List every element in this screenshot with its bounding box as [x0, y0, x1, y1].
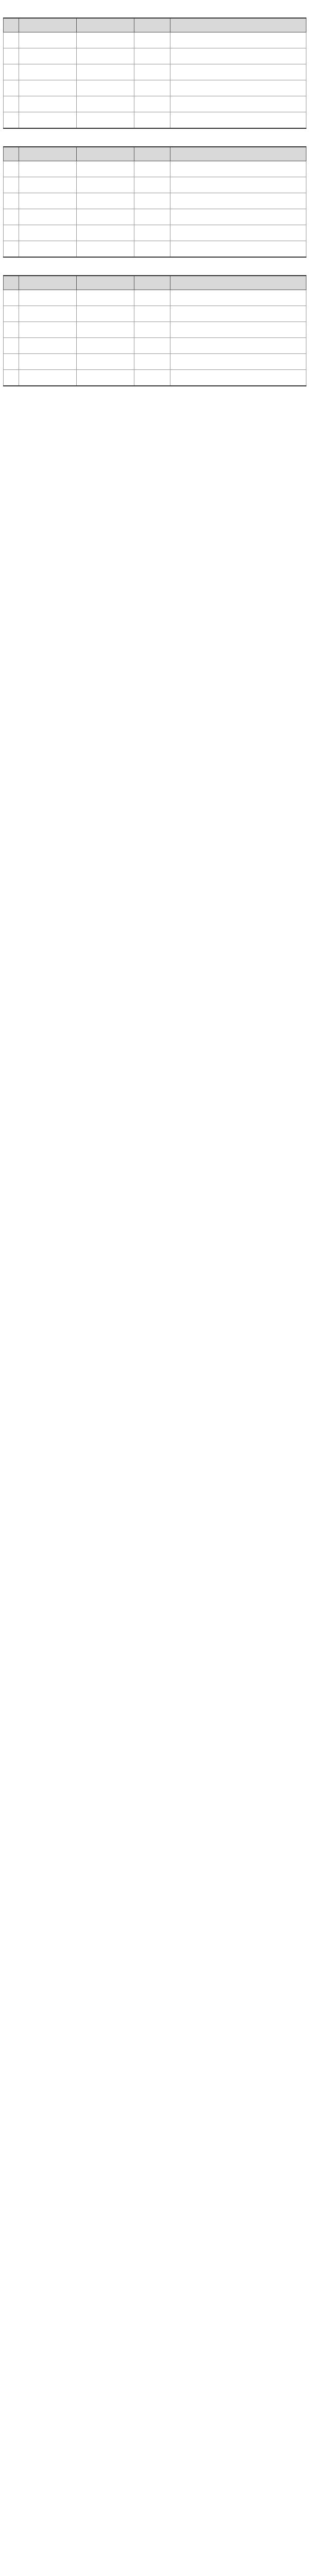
column-header-rank — [77, 147, 134, 161]
cell-desc — [170, 48, 306, 64]
cell-no — [4, 354, 19, 370]
cell-no — [4, 80, 19, 96]
table-row — [4, 306, 306, 322]
roster-table — [3, 18, 306, 129]
cell-no — [4, 209, 19, 225]
cell-name — [134, 96, 170, 112]
column-header-desc — [170, 18, 306, 32]
cell-name — [134, 306, 170, 322]
cell-desc — [170, 177, 306, 193]
cell-desc — [170, 290, 306, 306]
cell-no — [4, 193, 19, 209]
cell-name — [134, 112, 170, 129]
cell-rank — [77, 225, 134, 241]
table-row — [4, 322, 306, 338]
table-row — [4, 48, 306, 64]
cell-no — [4, 322, 19, 338]
cell-desc — [170, 32, 306, 48]
table-row — [4, 96, 306, 112]
column-header-desc — [170, 276, 306, 290]
cell-rank — [77, 241, 134, 258]
table-row — [4, 354, 306, 370]
cell-org — [19, 96, 77, 112]
cell-no — [4, 225, 19, 241]
document — [3, 0, 306, 393]
column-header-no — [4, 147, 19, 161]
cell-name — [134, 209, 170, 225]
cell-no — [4, 290, 19, 306]
cell-name — [134, 338, 170, 354]
cell-no — [4, 306, 19, 322]
column-header-org — [19, 18, 77, 32]
cell-desc — [170, 161, 306, 177]
cell-desc — [170, 225, 306, 241]
cell-name — [134, 161, 170, 177]
column-header-org — [19, 276, 77, 290]
cell-org — [19, 112, 77, 129]
cell-desc — [170, 322, 306, 338]
table-row — [4, 338, 306, 354]
column-header-rank — [77, 276, 134, 290]
cell-no — [4, 161, 19, 177]
cell-rank — [77, 177, 134, 193]
cell-org — [19, 32, 77, 48]
cell-name — [134, 370, 170, 386]
cell-rank — [77, 112, 134, 129]
cell-desc — [170, 306, 306, 322]
cell-org — [19, 322, 77, 338]
table-row — [4, 32, 306, 48]
cell-no — [4, 338, 19, 354]
cell-rank — [77, 370, 134, 386]
table-row — [4, 209, 306, 225]
cell-rank — [77, 161, 134, 177]
cell-no — [4, 32, 19, 48]
cell-org — [19, 225, 77, 241]
cell-desc — [170, 193, 306, 209]
table-row — [4, 290, 306, 306]
column-header-rank — [77, 18, 134, 32]
cell-name — [134, 80, 170, 96]
table-row — [4, 370, 306, 386]
cell-desc — [170, 96, 306, 112]
cell-name — [134, 193, 170, 209]
table-row — [4, 177, 306, 193]
table-row — [4, 241, 306, 258]
cell-no — [4, 112, 19, 129]
cell-name — [134, 177, 170, 193]
cell-no — [4, 241, 19, 258]
section-heading — [3, 261, 306, 275]
cell-org — [19, 161, 77, 177]
cell-rank — [77, 48, 134, 64]
cell-desc — [170, 112, 306, 129]
column-header-name — [134, 147, 170, 161]
cell-no — [4, 48, 19, 64]
cell-no — [4, 96, 19, 112]
cell-no — [4, 64, 19, 80]
section-heading — [3, 132, 306, 146]
cell-rank — [77, 209, 134, 225]
cell-org — [19, 338, 77, 354]
cell-org — [19, 306, 77, 322]
cell-rank — [77, 32, 134, 48]
table-row — [4, 161, 306, 177]
cell-rank — [77, 290, 134, 306]
cell-desc — [170, 370, 306, 386]
column-header-no — [4, 18, 19, 32]
table-header-row — [4, 276, 306, 290]
table-row — [4, 80, 306, 96]
column-header-desc — [170, 147, 306, 161]
cell-rank — [77, 338, 134, 354]
cell-rank — [77, 193, 134, 209]
cell-org — [19, 354, 77, 370]
cell-name — [134, 32, 170, 48]
cell-name — [134, 48, 170, 64]
column-header-no — [4, 276, 19, 290]
table-row — [4, 193, 306, 209]
cell-org — [19, 177, 77, 193]
cell-desc — [170, 64, 306, 80]
table-row — [4, 225, 306, 241]
cell-rank — [77, 354, 134, 370]
cell-org — [19, 48, 77, 64]
cell-rank — [77, 80, 134, 96]
cell-name — [134, 290, 170, 306]
cell-org — [19, 241, 77, 258]
column-header-org — [19, 147, 77, 161]
column-header-name — [134, 18, 170, 32]
cell-org — [19, 209, 77, 225]
table-row — [4, 112, 306, 129]
cell-no — [4, 177, 19, 193]
cell-org — [19, 193, 77, 209]
cell-desc — [170, 80, 306, 96]
roster-table — [3, 146, 306, 258]
cell-rank — [77, 96, 134, 112]
cell-desc — [170, 354, 306, 370]
cell-rank — [77, 322, 134, 338]
cell-org — [19, 370, 77, 386]
cell-desc — [170, 338, 306, 354]
cell-desc — [170, 209, 306, 225]
cell-name — [134, 225, 170, 241]
cell-no — [4, 370, 19, 386]
column-header-name — [134, 276, 170, 290]
table-row — [4, 64, 306, 80]
table-header-row — [4, 18, 306, 32]
cell-org — [19, 80, 77, 96]
cell-org — [19, 290, 77, 306]
cell-name — [134, 354, 170, 370]
section-list — [3, 3, 306, 386]
cell-rank — [77, 64, 134, 80]
cell-name — [134, 322, 170, 338]
cell-name — [134, 241, 170, 258]
cell-rank — [77, 306, 134, 322]
cell-org — [19, 64, 77, 80]
cell-desc — [170, 241, 306, 258]
roster-table — [3, 275, 306, 386]
cell-name — [134, 64, 170, 80]
table-header-row — [4, 147, 306, 161]
section-heading — [3, 3, 306, 18]
